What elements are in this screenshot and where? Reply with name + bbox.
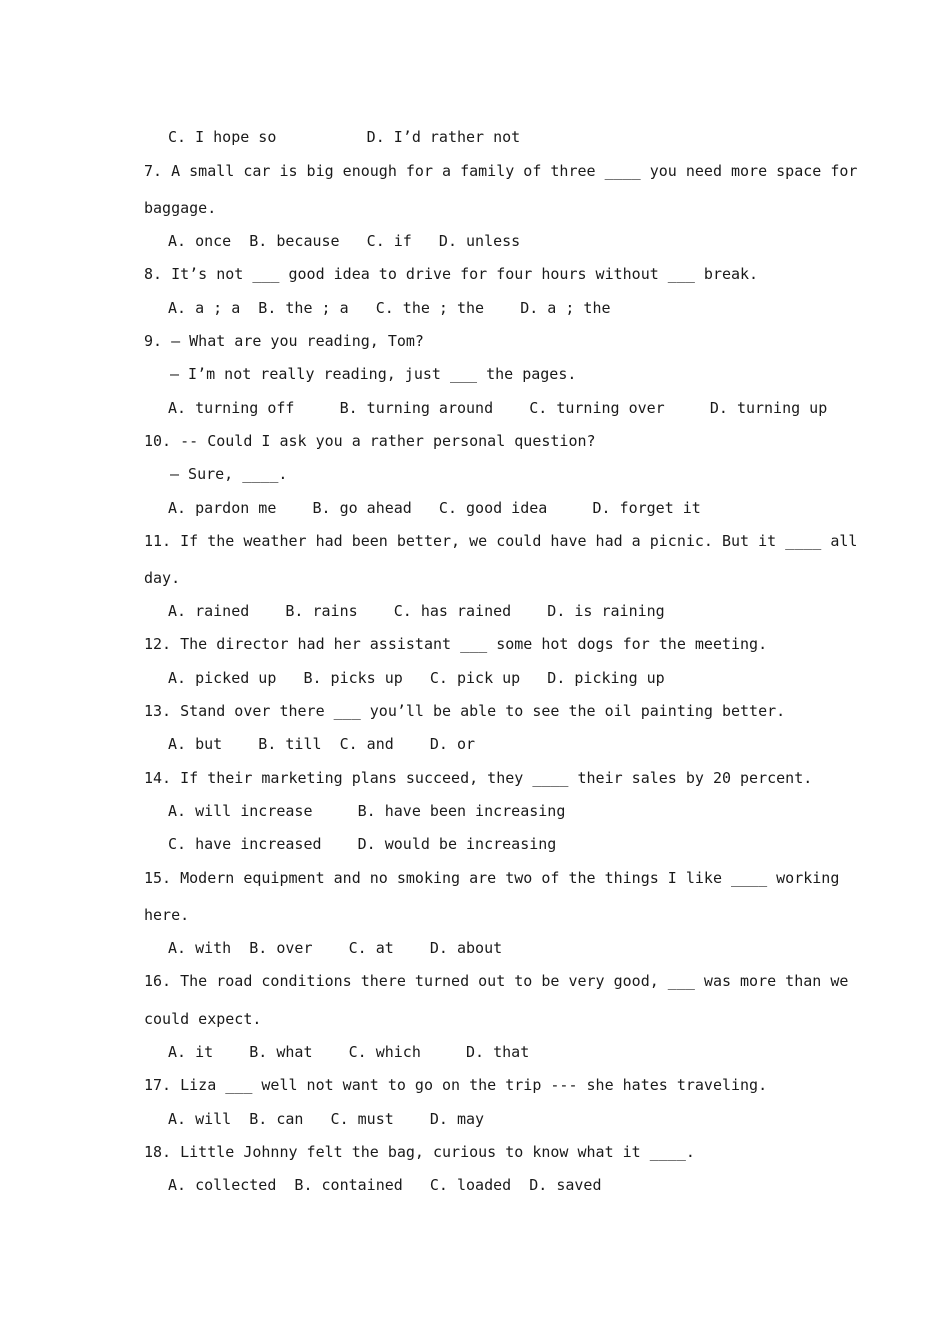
- q10-stem: 10. -- Could I ask you a rather personal question?: [144, 432, 596, 450]
- q15-stem-cont: here.: [144, 906, 190, 924]
- q17-options: A. will B. can C. must D. may: [168, 1110, 485, 1128]
- q12-options: A. picked up B. picks up C. pick up D. picking up: [168, 669, 665, 687]
- q14-options-row2: C. have increased D. would be increasing: [168, 835, 557, 853]
- q11-stem: 11. If the weather had been better, we could have had a picnic. But it ____ all: [144, 532, 858, 550]
- q17-stem: 17. Liza ___ well not want to go on the trip --- she hates traveling.: [144, 1076, 768, 1094]
- q13-stem: 13. Stand over there ___ you’ll be able to see the oil painting better.: [144, 702, 786, 720]
- q11-options: A. rained B. rains C. has rained D. is raining: [168, 602, 665, 620]
- q14-options-row1: A. will increase B. have been increasing: [168, 802, 566, 820]
- q9-stem: 9. – What are you reading, Tom?: [144, 332, 424, 350]
- q16-stem-cont: could expect.: [144, 1010, 262, 1028]
- q7-stem-cont: baggage.: [144, 199, 217, 217]
- q11-stem-cont: day.: [144, 569, 181, 587]
- q6-options: C. I hope so D. I’d rather not: [168, 128, 521, 146]
- q8-stem: 8. It’s not ___ good idea to drive for four hours without ___ break.: [144, 265, 759, 283]
- q8-options: A. a ; a B. the ; a C. the ; the D. a ; the: [168, 299, 611, 317]
- q14-stem: 14. If their marketing plans succeed, they ____ their sales by 20 percent.: [144, 769, 813, 787]
- q10-stem-reply: — Sure, ____.: [170, 465, 288, 483]
- q10-options: A. pardon me B. go ahead C. good idea D. forget it: [168, 499, 701, 517]
- q15-stem: 15. Modern equipment and no smoking are two of the things I like ____ working: [144, 869, 840, 887]
- q15-options: A. with B. over C. at D. about: [168, 939, 503, 957]
- q13-options: A. but B. till C. and D. or: [168, 735, 476, 753]
- q18-options: A. collected B. contained C. loaded D. saved: [168, 1176, 602, 1194]
- q12-stem: 12. The director had her assistant ___ some hot dogs for the meeting.: [144, 635, 768, 653]
- q16-stem: 16. The road conditions there turned out to be very good, ___ was more than we: [144, 972, 849, 990]
- q16-options: A. it B. what C. which D. that: [168, 1043, 530, 1061]
- q18-stem: 18. Little Johnny felt the bag, curious to know what it ____.: [144, 1143, 695, 1161]
- q7-options: A. once B. because C. if D. unless: [168, 232, 521, 250]
- q9-options: A. turning off B. turning around C. turning over D. turning up: [168, 399, 828, 417]
- q9-stem-reply: – I’m not really reading, just ___ the pages.: [170, 365, 577, 383]
- q7-stem: 7. A small car is big enough for a family of three ____ you need more space for: [144, 162, 858, 180]
